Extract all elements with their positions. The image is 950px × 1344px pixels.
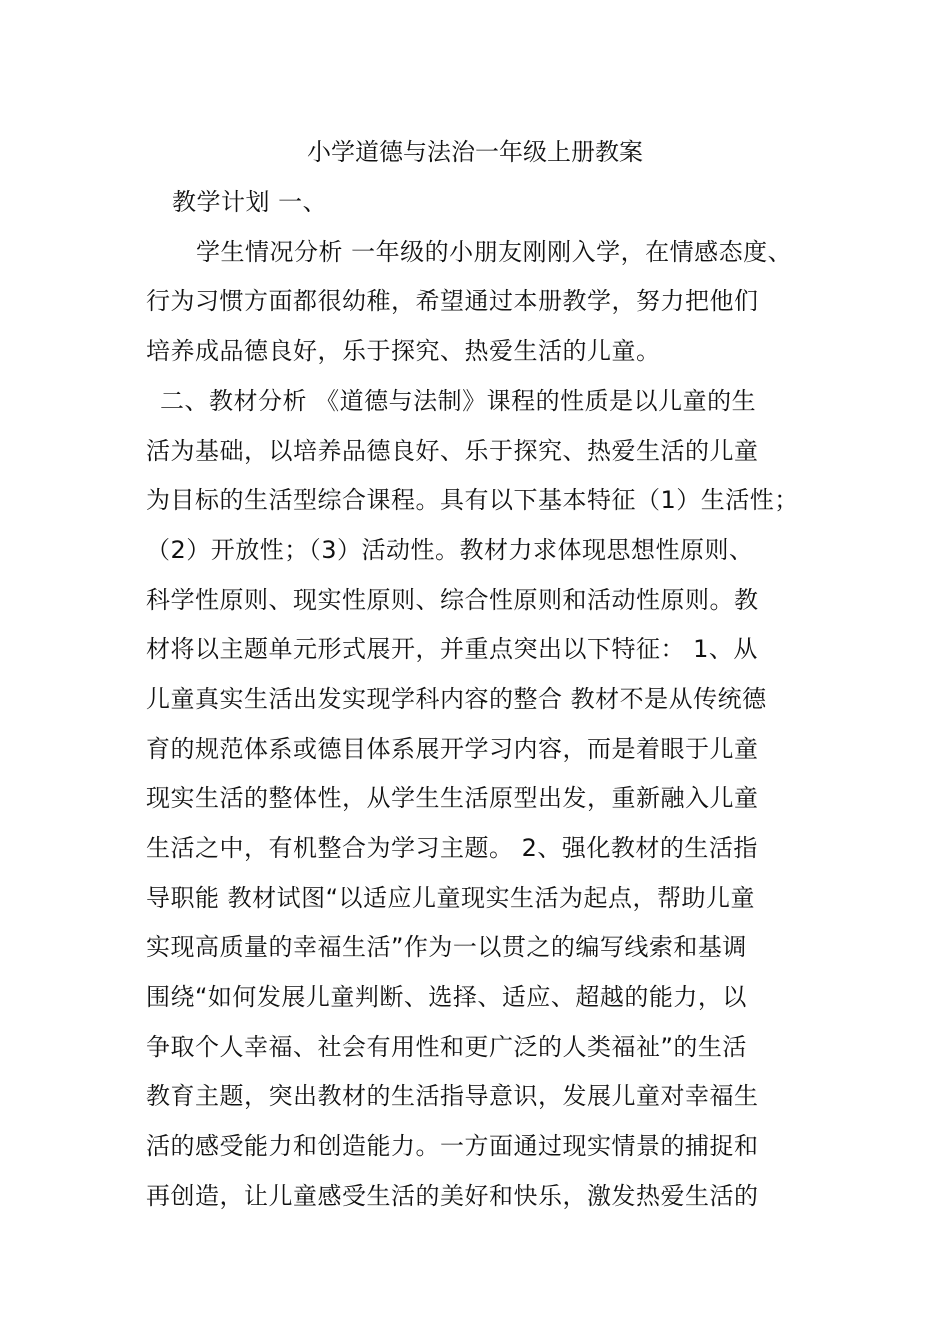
text-line-17: 围绕“如何发展儿童判断、选择、适应、超越的能力，以 <box>146 983 747 1011</box>
text-line-1: 教学计划 一、 <box>172 188 328 216</box>
text-line-20: 活的感受能力和创造能力。一方面通过现实情景的捕捉和 <box>146 1132 759 1160</box>
text-line-14: 生活之中，有机整合为学习主题。 2、强化教材的生活指 <box>146 834 758 862</box>
text-line-21: 再创造，让儿童感受生活的美好和快乐，激发热爱生活的 <box>146 1182 759 1210</box>
text-line-7: 为目标的生活型综合课程。具有以下基本特征（1）生活性； <box>146 486 799 514</box>
text-line-10: 材将以主题单元形式展开，并重点突出以下特征： 1、从 <box>146 635 758 663</box>
text-line-3: 行为习惯方面都很幼稚，希望通过本册教学，努力把他们 <box>146 287 759 315</box>
text-line-2: 学生情况分析 一年级的小朋友刚刚入学，在情感态度、 <box>196 238 793 266</box>
text-line-5: 二、教材分析 《道德与法制》课程的性质是以儿童的生 <box>160 387 757 415</box>
text-line-16: 实现高质量的幸福生活”作为一以贯之的编写线索和基调 <box>146 933 747 961</box>
text-line-19: 教育主题，突出教材的生活指导意识，发展儿童对幸福生 <box>146 1082 759 1110</box>
text-line-4: 培养成品德良好，乐于探究、热爱生活的儿童。 <box>146 337 661 365</box>
text-line-12: 育的规范体系或德目体系展开学习内容，而是着眼于儿童 <box>146 735 759 763</box>
text-line-15: 导职能 教材试图“以适应儿童现实生活为起点，帮助儿童 <box>146 884 756 912</box>
document-title: 小学道德与法治一年级上册教案 <box>307 138 643 166</box>
text-line-9: 科学性原则、现实性原则、综合性原则和活动性原则。教 <box>146 586 759 614</box>
text-line-6: 活为基础，以培养品德良好、乐于探究、热爱生活的儿童 <box>146 437 759 465</box>
text-line-8: （2）开放性；（3）活动性。教材力求体现思想性原则、 <box>146 536 754 564</box>
text-line-13: 现实生活的整体性，从学生生活原型出发，重新融入儿童 <box>146 784 759 812</box>
text-line-18: 争取个人幸福、社会有用性和更广泛的人类福祉”的生活 <box>146 1033 747 1061</box>
text-line-11: 儿童真实生活出发实现学科内容的整合 教材不是从传统德 <box>146 685 767 713</box>
